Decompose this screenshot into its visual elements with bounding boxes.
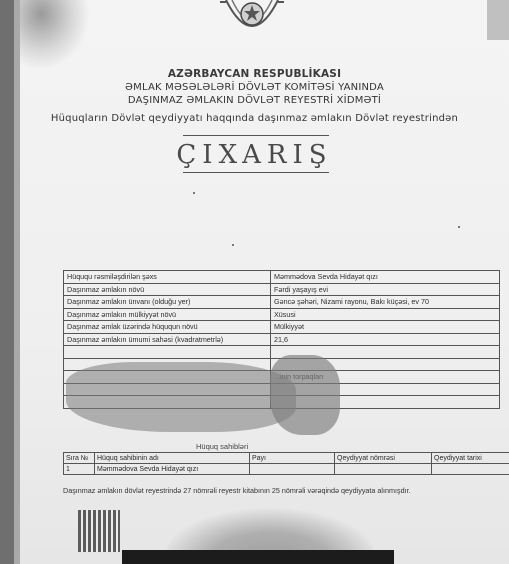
table-row <box>64 308 500 321</box>
column-header: Qeydiyyat tarixi <box>432 453 509 464</box>
header-committee: ƏMLAK MƏSƏLƏLƏRİ DÖVLƏT KOMİTƏSİ YANINDA <box>125 82 384 93</box>
column-header: Hüquq sahibinin adı <box>95 453 250 464</box>
owners-table <box>63 452 509 475</box>
registration-note: Daşınmaz əmlakın dövlət reyestrində 27 nömrəli reyestr kitabının 25 nömrəli vərəqində qeydiyyata alınmışdır. <box>63 486 411 495</box>
row-value: Xüsusi <box>271 308 500 321</box>
scan-damage-blotch <box>270 355 340 435</box>
owner-number: 1 <box>64 464 95 475</box>
owner-date <box>432 464 509 475</box>
row-label: Daşınmaz əmlakın mülkiyyət növü <box>64 308 271 321</box>
table-row <box>64 271 500 284</box>
scan-speck <box>232 244 234 246</box>
header-service: DAŞINMAZ ƏMLAKIN DÖVLƏT REYESTRİ XİDMƏTİ <box>127 95 382 106</box>
row-value: 21,6 <box>271 333 500 346</box>
title-rule-top <box>183 135 329 136</box>
document-title: ÇIXARIŞ <box>176 140 333 170</box>
qr-code-icon <box>78 510 120 552</box>
row-label: Daşınmaz əmlakın ünvanı (olduğu yer) <box>64 296 271 309</box>
state-emblem-icon <box>220 0 284 44</box>
row-label: Daşınmaz əmlak üzərində hüququn növü <box>64 321 271 334</box>
scan-damage-blotch <box>66 362 296 432</box>
scan-speck <box>458 226 460 228</box>
table-row <box>64 283 500 296</box>
title-rule-bottom <box>183 172 329 173</box>
row-label: Hüququ rəsmiləşdirilən şəxs <box>64 271 271 284</box>
row-value: Fərdi yaşayış evi <box>271 283 500 296</box>
scan-speck <box>193 192 195 194</box>
table-row <box>64 464 509 475</box>
redaction-bar <box>122 550 394 564</box>
row-label: Daşınmaz əmlakın ümumi sahəsi (kvadratmetrlə) <box>64 333 271 346</box>
owner-share <box>250 464 335 475</box>
corner-scuff-right <box>487 0 509 40</box>
owner-name: Məmmədova Sevda Hidayət qızı <box>95 464 250 475</box>
column-header: Qeydiyyat nömrəsi <box>335 453 432 464</box>
column-header: Payı <box>250 453 335 464</box>
row-label <box>64 346 271 359</box>
row-value: Məmmədova Sevda Hidayət qızı <box>271 271 500 284</box>
row-label: Daşınmaz əmlakın növü <box>64 283 271 296</box>
table-row <box>64 333 500 346</box>
owner-registration <box>335 464 432 475</box>
corner-scuff <box>20 0 90 70</box>
header-country: AZƏRBAYCAN RESPUBLİKASI <box>167 68 342 80</box>
header-subtitle: Hüquqların Dövlət qeydiyyatı haqqında daşınmaz əmlakın Dövlət reyestrindən <box>50 113 459 124</box>
owners-header-row <box>64 453 509 464</box>
owners-heading: Hüquq sahibləri <box>196 442 249 451</box>
table-row <box>64 321 500 334</box>
row-value: Mülkiyyət <box>271 321 500 334</box>
row-value: Gəncə şəhəri, Nizami rayonu, Bakı küçəsi, ev 70 <box>271 296 500 309</box>
table-row <box>64 296 500 309</box>
column-header: Sıra № <box>64 453 95 464</box>
